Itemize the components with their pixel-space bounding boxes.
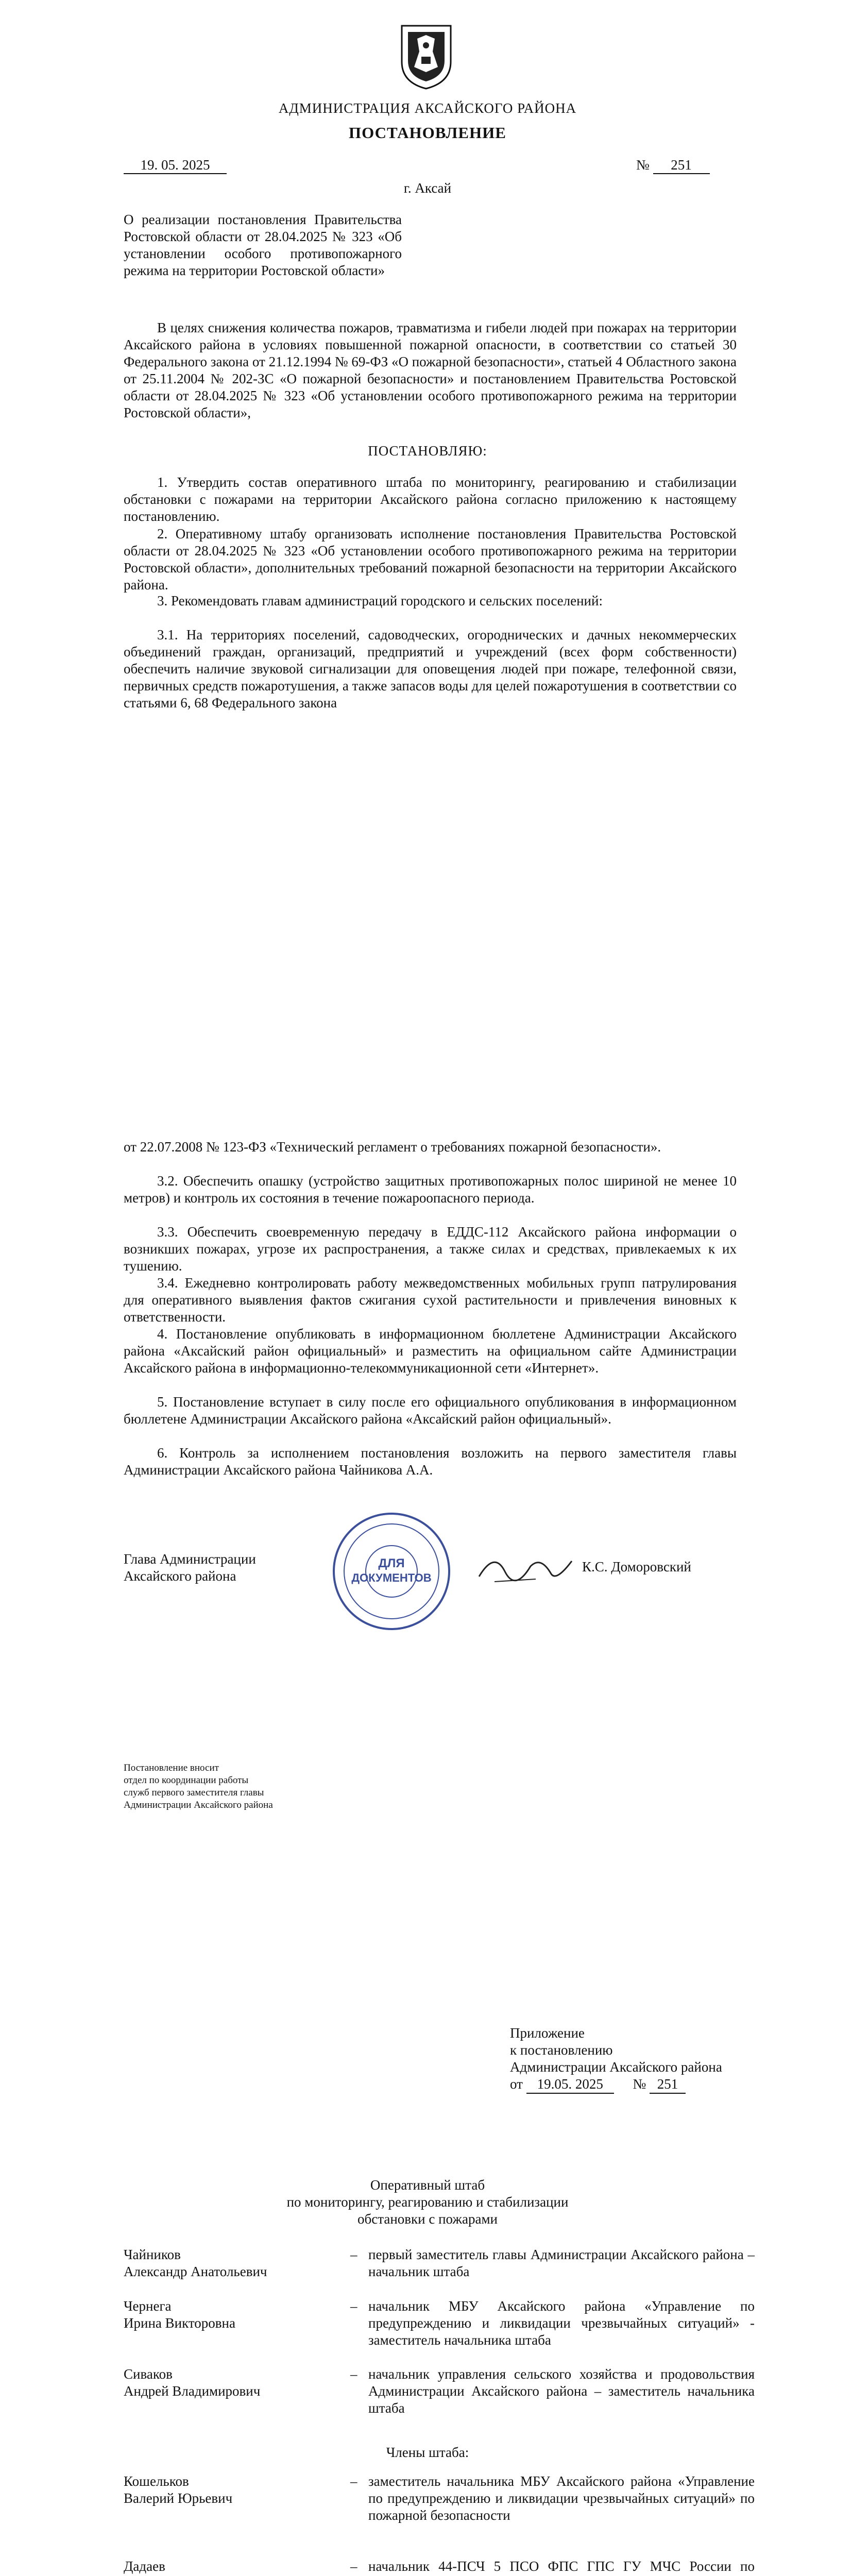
doc-type: ПОСТАНОВЛЕНИЕ [349,124,506,142]
official-stamp [330,1510,453,1633]
doc-date [124,157,227,174]
staff-role: заместитель начальника МБУ Аксайского района «Управление по предупреждению и ликвидации чрезвычайных ситуаций» по пожарной безопасности [368,2473,755,2523]
doc-city: г. Аксай [403,180,452,196]
footnote-line: Администрации Аксайского района [124,1800,273,1810]
item-3-1-part1: 3.1. На территориях поселений, садоводческих, огороднических и дачных некоммерческих объединений граждан, организаций, предприятий и учреждений (всех форм собственности) обеспечить наличие звуковой сигнализации для оповещения людей при пожаре, телефонной связи, первичных средств пожаротушения, а также запасов воды для целей пожаротушения в соответствии со статьями 6, 68 Федерального закона [124,627,737,710]
item-2: 2. Оперативному штабу организовать исполнение постановления Правительства Ростовской области от 28.04.2025 № 323 «Об установлении особого противопожарного режима на территории Ростовской области», дополнительных требований пожарной безопасности на территории Аксайского района. [124,526,737,592]
staff-role: начальник управления сельского хозяйства и продовольствия Администрации Аксайского района – заместитель начальника штаба [368,2366,755,2416]
doc-number [636,157,710,174]
footnote [124,1762,273,1811]
staff-person-name [124,2298,345,2332]
staff-title-line: Оперативный штаб [370,2177,485,2193]
appendix-num-sign: № [633,2076,646,2092]
staff-title [196,2177,659,2228]
item-3-4: 3.4. Ежедневно контролировать работу межведомственных мобильных групп патрулирования для оперативного выявления фактов сжигания сухой растительности и привлечения виновных к ответственности. [124,1275,737,1325]
coat-of-arms-emblem [397,21,456,90]
staff-role: первый заместитель главы Администрации Аксайского района – начальник штаба [368,2247,755,2279]
appendix-header [510,2025,722,2094]
staff-given-names: Александр Анатольевич [124,2264,267,2279]
dash-separator: – [350,2558,357,2574]
dash-separator: – [350,2247,357,2262]
item-4: 4. Постановление опубликовать в информационном бюллетене Администрации Аксайского района «Аксайский район официальный» и разместить на официальном сайте Администрации Аксайского района в информационно-телекоммуникационной сети «Интернет». [124,1326,737,1376]
signatory-position-line1: Глава Администрации [124,1551,256,1567]
resolve-heading: ПОСТАНОВЛЯЮ: [368,443,487,459]
staff-person-name [124,2246,345,2280]
members-heading: Члены штаба: [386,2445,469,2460]
appendix-line1: Приложение [510,2025,585,2041]
appendix-line3: Администрации Аксайского района [510,2059,722,2075]
staff-title-line: по мониторингу, реагированию и стабилизации [286,2194,569,2210]
staff-role: начальник МБУ Аксайского района «Управление по предупреждению и ликвидации чрезвычайных ситуаций» - заместитель начальника штаба [368,2298,755,2348]
doc-number-sign: № [636,157,650,173]
signatory-position-line2: Аксайского района [124,1568,236,1584]
item-1: 1. Утвердить состав оперативного штаба по мониторингу, реагированию и стабилизации обстановки с пожарами на территории Аксайского района согласно приложению к настоящему постановлению. [124,474,737,524]
staff-given-names: Андрей Владимирович [124,2383,261,2399]
signatory-position [124,1551,256,1585]
footnote-line: Постановление вносит [124,1762,219,1773]
item-6: 6. Контроль за исполнением постановления возложить на первого заместителя главы Администрации Аксайского района Чайникова А.А. [124,1445,737,1478]
staff-surname: Сиваков [124,2366,173,2382]
signatory-name: К.С. Доморовский [582,1559,691,1574]
appendix-date: 19.05. 2025 [526,2076,614,2094]
appendix-date-prefix: от [510,2076,523,2092]
signature-scribble [474,1546,577,1592]
item-3-2: 3.2. Обеспечить опашку (устройство защитных противопожарных полос шириной не менее 10 метров) и контроль их состояния в течение пожароопасного периода. [124,1173,737,1206]
dash-separator: – [350,2473,357,2489]
staff-title-line: обстановки с пожарами [357,2211,498,2227]
dash-separator: – [350,2298,357,2314]
staff-surname: Чернега [124,2298,172,2314]
staff-surname: Кошельков [124,2473,189,2489]
item-5: 5. Постановление вступает в силу после его официального опубликования в информационном бюллетене Администрации Аксайского района «Аксайский район официальный». [124,1394,737,1427]
staff-person-name [124,2558,345,2576]
appendix-date-line [510,2076,722,2094]
staff-person-name [124,2366,345,2400]
footnote-line: отдел по координации работы [124,1775,249,1786]
preamble: В целях снижения количества пожаров, травматизма и гибели людей при пожарах на территории Аксайского района в условиях повышенной пожарной опасности, в соответствии со статьей 30 Федерального закона от 21.12.1994 № 69-ФЗ «О пожарной безопасности», статьей 4 Областного закона от 25.11.2004 № 202-ЗС «О пожарной безопасности» и постановлением Правительства Ростовской области от 28.04.2025 № 323 «Об установлении особого противопожарного режима на территории Ростовской области», [124,320,737,420]
staff-given-names: Ирина Викторовна [124,2315,235,2331]
org-name: АДМИНИСТРАЦИЯ АКСАЙСКОГО РАЙОНА [278,100,577,116]
doc-date-value: 19. 05. 2025 [124,157,227,174]
staff-given-names: Валерий Юрьевич [124,2490,233,2506]
item-3-3: 3.3. Обеспечить своевременную передачу в ЕДДС-112 Аксайского района информации о возникших пожарах, угрозе их распространения, а также силах и средствах, привлекаемых к их тушению. [124,1224,737,1274]
staff-surname: Чайников [124,2247,181,2262]
appendix-line2: к постановлению [510,2042,613,2058]
staff-role: начальник 44-ПСЧ 5 ПСО ФПС ГПС ГУ МЧС России по [368,2558,755,2574]
staff-person-name [124,2473,345,2507]
footnote-line: служб первого заместителя главы [124,1787,264,1798]
item-3-1-part2: от 22.07.2008 № 123-ФЗ «Технический регламент о требованиях пожарной безопасности». [124,1139,661,1155]
appendix-num: 251 [650,2076,686,2094]
staff-surname: Дадаев [124,2558,165,2574]
dash-separator: – [350,2366,357,2382]
item-3: 3. Рекомендовать главам администраций городского и сельских поселений: [157,593,603,608]
doc-number-value: 251 [653,157,710,174]
stamp-text-1: ДЛЯ [378,1556,405,1570]
doc-subject: О реализации постановления Правительства Ростовской области от 28.04.2025 № 323 «Об установлении особого противопожарного режима на территории Ростовской области» [124,212,402,278]
stamp-text-2: ДОКУМЕНТОВ [351,1571,432,1584]
